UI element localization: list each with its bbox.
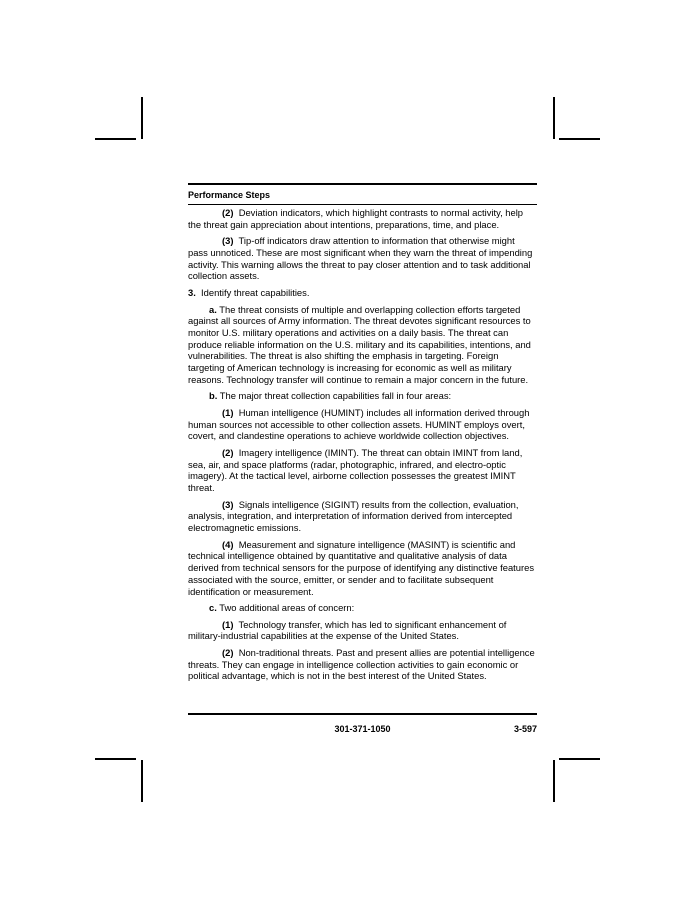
paragraph-text: The threat consists of multiple and overlapping collection efforts targeted against all sources of Army information. The threat devotes significant resources to monitor U.S. military operations and activities on a daily basis. The threat can produce reliable information on the U.S. military and its capabilities, intentions, and vulnerabilities. The threat is also shifting the emphasis in targeting. Foreign targeting of American technology is increasing for economic as well as military reasons. Technology transfer will continue to remain a major concern in the future.	[188, 303, 531, 385]
paragraph	[188, 235, 537, 282]
paragraph-text: The major threat collection capabilities fall in four areas:	[219, 390, 452, 402]
page-number: 3-597	[513, 724, 537, 734]
document-body	[188, 205, 537, 682]
paragraph	[188, 287, 537, 299]
paragraph-number: b.	[209, 390, 218, 402]
paragraph	[188, 407, 537, 442]
paragraph	[188, 304, 537, 386]
paragraph	[188, 390, 537, 402]
paragraph-number: (3)	[222, 498, 234, 510]
paragraph-number: (1)	[222, 407, 234, 418]
paragraph-number: c.	[209, 602, 217, 614]
paragraph	[188, 539, 537, 598]
paragraph-number: (2)	[222, 647, 234, 658]
paragraph-text: Identify threat capabilities.	[201, 287, 310, 298]
crop-mark-bottom-right-horizontal	[559, 758, 600, 760]
paragraph-number: (1)	[222, 618, 234, 630]
paragraph-number: (2)	[222, 207, 234, 218]
paragraph-text: Technology transfer, which has led to significant enhancement of military-industrial capabilities at the expense of the United States.	[188, 618, 507, 642]
paragraph	[188, 647, 537, 682]
paragraph	[188, 619, 537, 642]
paragraph-number: (4)	[222, 538, 234, 550]
footer-rule	[188, 713, 537, 715]
paragraph-text: Two additional areas of concern:	[219, 602, 355, 614]
section-title: Performance Steps	[188, 190, 271, 200]
paragraph-text: Human intelligence (HUMINT) includes all information derived through human sources not accessible to other collection assets. HUMINT employs overt, covert, and clandestine operations to achieve worldwide collection objectives.	[188, 407, 530, 442]
paragraph	[188, 602, 537, 614]
document-page	[188, 183, 537, 687]
paragraph	[188, 447, 537, 494]
paragraph	[188, 207, 537, 230]
paragraph-number: (2)	[222, 447, 234, 458]
document-number: 301-371-1050	[334, 724, 391, 734]
paragraph-number: 3.	[188, 287, 196, 298]
crop-mark-top-left-vertical	[141, 97, 143, 139]
crop-mark-bottom-left-vertical	[141, 760, 143, 802]
crop-mark-top-right-horizontal	[559, 138, 600, 140]
crop-mark-top-left-horizontal	[95, 138, 136, 140]
paragraph-number: a.	[209, 303, 217, 315]
paragraph-text: Signals intelligence (SIGINT) results from the collection, evaluation, analysis, integration, and interpretation of information derived from intercepted electromagnetic emissions.	[188, 498, 519, 534]
paragraph-text: Measurement and signature intelligence (MASINT) is scientific and technical intelligence obtained by quantitative and qualitative analysis of data derived from technical sensors for the purpose of identifying any distinctive features associated with the source, emitter, or sender and to facilitate subsequent identification or measurement.	[188, 538, 535, 597]
paragraph	[188, 499, 537, 534]
paragraph-text: Non-traditional threats. Past and present allies are potential intelligence threats. They can engage in intelligence collection activities to gain economic or political advantage, which is not in the best interest of the United States.	[188, 647, 535, 682]
crop-mark-top-right-vertical	[553, 97, 555, 139]
crop-mark-bottom-left-horizontal	[95, 758, 136, 760]
crop-mark-bottom-right-vertical	[553, 760, 555, 802]
paragraph-text: Deviation indicators, which highlight contrasts to normal activity, help the threat gain appreciation about intentions, preparations, time, and place.	[188, 207, 524, 230]
paragraph-text: Tip-off indicators draw attention to information that otherwise might pass unnoticed. These are most significant when they warn the threat of impending activity. This warning allows the threat to pay closer attention and to task additional collection assets.	[188, 235, 533, 282]
paragraph-number: (3)	[222, 235, 234, 247]
paragraph-text: Imagery intelligence (IMINT). The threat can obtain IMINT from land, sea, air, and space platforms (radar, photographic, infrared, and electro-optic imagery). At the tactical level, airborne collection possesses the greatest IMINT threat.	[188, 447, 523, 494]
